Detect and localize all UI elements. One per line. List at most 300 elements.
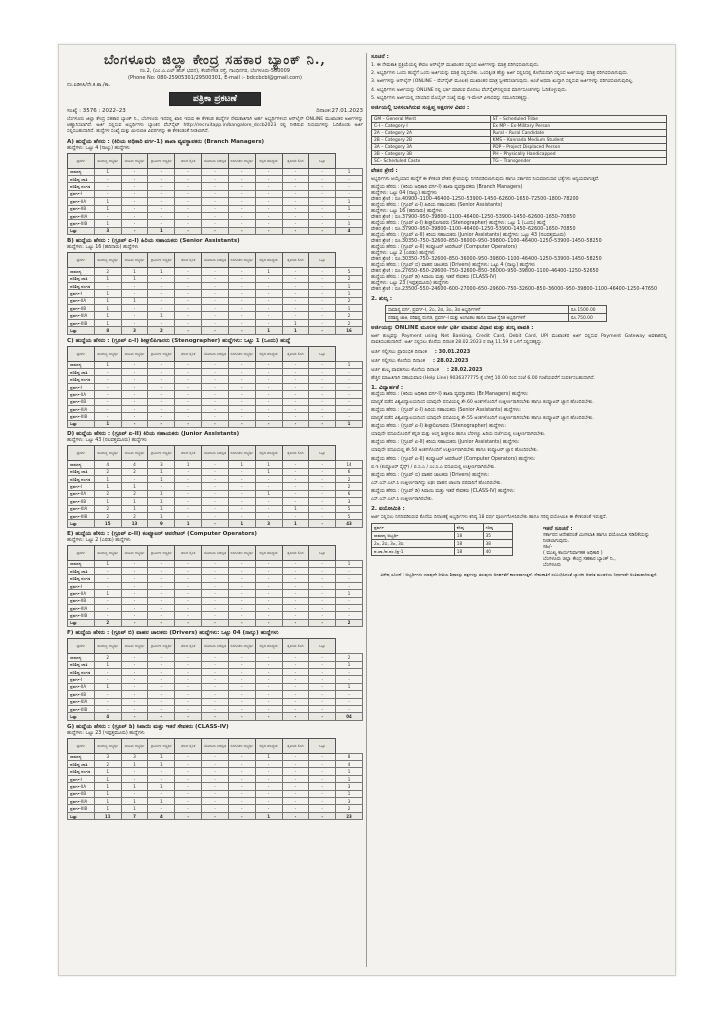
- value-cell: -: [282, 676, 309, 683]
- table-header-cell: ತೃತೀಯ ಲಿಂಗಿ: [282, 346, 309, 361]
- value-cell: -: [282, 391, 309, 398]
- pay-scale: ವೇತನ ಶ್ರೇಣಿ : ರೂ.27650–650–29600–750–32600–850–36000–950–39800–1100–46400–1250–52650: [371, 269, 599, 275]
- value-cell: 1: [148, 753, 175, 760]
- value-cell: -: [94, 605, 121, 612]
- age-row: [372, 532, 513, 540]
- abbr-cell: Ex MP – Ex-Military Person: [490, 123, 666, 130]
- value-cell: 1: [121, 505, 148, 512]
- value-cell: -: [175, 612, 202, 619]
- category-cell: ಒಟ್ಟು: [68, 713, 95, 720]
- fee-cell: ರೂ.1500.00: [568, 306, 606, 314]
- value-cell: -: [148, 361, 175, 368]
- value-cell: -: [228, 761, 255, 768]
- section-heading: E) ಹುದ್ದೆಯ ಹೆಸರು : (ಗ್ರೂಪ್ ಏ-II) ಕಂಪ್ಯೂಟರ್ ಆಪರೇಟರ್ (Computer Operators): [67, 530, 257, 537]
- category-cell: ಪ್ರವರ್ಗ-IIA: [68, 490, 95, 497]
- value-cell: 1: [148, 227, 175, 234]
- value-cell: -: [255, 676, 282, 683]
- table-row: [68, 420, 363, 427]
- value-cell: 1: [94, 590, 121, 597]
- qualification-item: ಬಿ.ಇ (ಕಂಪ್ಯೂಟರ್ ಸೈನ್ಸ್) / ಬಿ.ಸಿ.ಎ / ಎಂ.ಸಿ.ಎ ಪದವಿಯಲ್ಲಿ ಉತ್ತೀರ್ಣರಾಗಿರಬೇಕು.: [371, 464, 496, 470]
- value-cell: -: [202, 775, 229, 782]
- category-cell: ಪ್ರವರ್ಗ-IIIA: [68, 212, 95, 219]
- abbreviations-table: [371, 115, 667, 165]
- value-cell: -: [282, 398, 309, 405]
- value-cell: -: [175, 683, 202, 690]
- value-cell: -: [148, 805, 175, 812]
- pay-post: ಹುದ್ದೆಯ ಹೆಸರು : (ಗ್ರೂಪ್ ಡಿ) ಸಿಪಾಯಿ ಮತ್ತು ಇತರೆ ಸೇವಕರು (CLASS-IV): [371, 275, 497, 281]
- age-header-cell: ಗರಿಷ್ಠ: [483, 524, 512, 532]
- value-cell: -: [94, 668, 121, 675]
- table-row: [68, 775, 363, 782]
- value-cell: -: [94, 568, 121, 575]
- section-heading: G) ಹುದ್ದೆಯ ಹೆಸರು : (ಗ್ರೂಪ್ ಡಿ) ಸಿಪಾಯಿ ಮತ್ತು ಇತರೆ ಸೇವಕರು (CLASS-IV): [67, 723, 229, 730]
- value-cell: -: [309, 205, 336, 212]
- value-cell: 6: [336, 468, 363, 475]
- value-cell: 2: [94, 512, 121, 519]
- value-cell: 1: [255, 812, 282, 819]
- value-cell: -: [175, 168, 202, 175]
- category-cell: ಪ್ರವರ್ಗ-IIIB: [68, 512, 95, 519]
- fee-table: [385, 305, 607, 322]
- footer-note: ವಿಶೇಷ ಸೂಚನೆ : ಅಭ್ಯರ್ಥಿಗಳು ಯಾವುದೇ ರೀತಿಯ ಶಿಫಾರಸ್ಸು ಪತ್ರಗಳನ್ನು ತರುವುದು ಅನರ್ಹತೆಗೆ ಕಾರಣವಾಗುತ್ತದೆ. ನೇಮಕಾತಿಗೆ ಸಂಬಂಧಿಸಿದಂತೆ ಬ್ಯಾಂಕಿನ ಆಡಳಿತ ಮಂಡಳಿಯ ನಿರ್ಧಾರವೇ ಅಂತಿಮವಾಗಿರುತ್ತದೆ.: [380, 572, 658, 578]
- category-cell: ಸಾಮಾನ್ಯ: [68, 560, 95, 567]
- category-cell: ಪ್ರವರ್ಗ-IIIA: [68, 312, 95, 319]
- category-cell: ಪರಿಶಿಷ್ಟ ಪಂಗಡ: [68, 768, 95, 775]
- category-cell: ಪ್ರವರ್ಗ-I: [68, 383, 95, 390]
- date-value: : 28.02.2023: [447, 366, 483, 373]
- category-cell: ಪ್ರವರ್ಗ-I: [68, 290, 95, 297]
- category-cell: ಒಟ್ಟು: [68, 520, 95, 527]
- table-header-cell: ಮಹಿಳಾ ಅಭ್ಯರ್ಥಿ: [121, 738, 148, 753]
- value-cell: -: [282, 268, 309, 275]
- value-cell: -: [309, 212, 336, 219]
- pay-post: ಹುದ್ದೆಯ ಹೆಸರು : (ಗ್ರೂಪ್ ಏ-I) ಶೀಘ್ರಲಿಪಿಗಾರರು (Stenographer) ಹುದ್ದೆಗಳು: ಒಟ್ಟು 1 (ಒಂದು) ಹುದ್ದೆ: [371, 221, 546, 227]
- value-cell: -: [94, 676, 121, 683]
- value-cell: -: [255, 691, 282, 698]
- value-cell: -: [175, 568, 202, 575]
- value-cell: -: [175, 798, 202, 805]
- table-header-cell: ಸಾಮಾನ್ಯ ಅಭ್ಯರ್ಥಿ: [94, 738, 121, 753]
- value-cell: 1: [94, 361, 121, 368]
- value-cell: -: [202, 805, 229, 812]
- value-cell: 2: [336, 654, 363, 661]
- value-cell: -: [148, 282, 175, 289]
- value-cell: -: [148, 190, 175, 197]
- abbreviations-title: ಅರ್ಜಿಯಲ್ಲಿ ಬಳಸಲಾಗಿರುವ ಸಂಕ್ಷಿಪ್ತ ಅಕ್ಷರಗಳ ವಿವರ :: [371, 105, 470, 112]
- value-cell: 1: [121, 783, 148, 790]
- value-cell: -: [121, 413, 148, 420]
- value-cell: -: [255, 275, 282, 282]
- value-cell: 2: [94, 505, 121, 512]
- value-cell: -: [282, 461, 309, 468]
- value-cell: -: [228, 654, 255, 661]
- value-cell: -: [282, 475, 309, 482]
- table-header-cell: ಮಹಿಳಾ ಅಭ್ಯರ್ಥಿ: [121, 153, 148, 168]
- value-cell: 4: [336, 761, 363, 768]
- value-cell: -: [121, 319, 148, 326]
- table-header-cell: ಪ್ರವರ್ಗ: [68, 346, 95, 361]
- age-header-cell: ಪ್ರವರ್ಗ: [372, 524, 455, 532]
- value-cell: -: [175, 413, 202, 420]
- category-cell: ಪ್ರವರ್ಗ-IIIA: [68, 605, 95, 612]
- qualification-item: ಹುದ್ದೆಯ ಹೆಸರು : (ಗ್ರೂಪ್ ಡಿ) ಸಿಪಾಯಿ ಮತ್ತು ಇತರೆ ಸೇವಕರು (CLASS-IV) ಹುದ್ದೆಗಳು:: [371, 489, 515, 495]
- value-cell: -: [175, 575, 202, 582]
- value-cell: -: [309, 560, 336, 567]
- value-cell: 3: [94, 227, 121, 234]
- value-cell: -: [148, 319, 175, 326]
- file-number: ನಂ.ಐಡಿಸಿಸಿ/ನೇ.ಕ.ಶಾ./ಕಾ.: [67, 82, 111, 88]
- table-header-cell: ಗ್ರಾಮೀಣ ಅಭ್ಯರ್ಥಿ: [148, 153, 175, 168]
- value-cell: -: [148, 275, 175, 282]
- value-cell: -: [255, 391, 282, 398]
- value-cell: -: [228, 753, 255, 760]
- value-cell: -: [175, 768, 202, 775]
- value-cell: -: [255, 376, 282, 383]
- value-cell: -: [309, 498, 336, 505]
- value-cell: -: [148, 705, 175, 712]
- table-row: [68, 212, 363, 219]
- value-cell: -: [228, 775, 255, 782]
- value-cell: 1: [148, 312, 175, 319]
- table-row: [68, 612, 363, 619]
- value-cell: -: [228, 691, 255, 698]
- value-cell: -: [255, 775, 282, 782]
- qualification-item: ಎಸ್.ಎಸ್.ಎಲ್.ಸಿ ಉತ್ತೀರ್ಣರಾಗಿರಬೇಕು.: [371, 497, 434, 503]
- value-cell: 2: [94, 268, 121, 275]
- value-cell: -: [228, 405, 255, 412]
- value-cell: -: [282, 560, 309, 567]
- value-cell: -: [175, 361, 202, 368]
- value-cell: -: [282, 612, 309, 619]
- value-cell: -: [282, 582, 309, 589]
- value-cell: -: [282, 654, 309, 661]
- value-cell: -: [202, 761, 229, 768]
- value-cell: -: [228, 369, 255, 376]
- value-cell: -: [309, 413, 336, 420]
- table-row: [68, 590, 363, 597]
- table-row: [68, 405, 363, 412]
- table-row: [68, 413, 363, 420]
- value-cell: -: [228, 297, 255, 304]
- value-cell: -: [202, 783, 229, 790]
- value-cell: -: [121, 227, 148, 234]
- value-cell: -: [148, 661, 175, 668]
- value-cell: -: [121, 475, 148, 482]
- value-cell: -: [94, 190, 121, 197]
- category-cell: ಒಟ್ಟು: [68, 812, 95, 819]
- table-header-cell: ಅಂಗವಿಕಲ ಅಭ್ಯರ್ಥಿ: [228, 738, 255, 753]
- value-cell: -: [255, 305, 282, 312]
- value-cell: -: [121, 176, 148, 183]
- value-cell: -: [336, 668, 363, 675]
- value-cell: -: [175, 383, 202, 390]
- value-cell: -: [309, 612, 336, 619]
- age-row: [372, 540, 513, 548]
- value-cell: -: [255, 212, 282, 219]
- value-cell: 9: [148, 520, 175, 527]
- value-cell: -: [94, 582, 121, 589]
- value-cell: 1: [175, 461, 202, 468]
- value-cell: -: [309, 768, 336, 775]
- value-cell: 1: [148, 268, 175, 275]
- value-cell: -: [282, 275, 309, 282]
- value-cell: -: [175, 498, 202, 505]
- category-cell: ಪ್ರವರ್ಗ-IIIB: [68, 319, 95, 326]
- value-cell: -: [255, 190, 282, 197]
- value-cell: -: [175, 605, 202, 612]
- value-cell: 1: [282, 505, 309, 512]
- value-cell: -: [202, 282, 229, 289]
- value-cell: -: [202, 327, 229, 334]
- value-cell: 3: [148, 461, 175, 468]
- value-cell: -: [282, 605, 309, 612]
- value-cell: -: [148, 205, 175, 212]
- value-cell: -: [228, 683, 255, 690]
- table-row: [68, 220, 363, 227]
- value-cell: -: [228, 327, 255, 334]
- value-cell: -: [309, 698, 336, 705]
- value-cell: -: [282, 361, 309, 368]
- section-heading: B) ಹುದ್ದೆಯ ಹೆಸರು : (ಗ್ರೂಪ್ ಏ-I) ಹಿರಿಯ ಸಹಾಯಕರು (Senior Assistants): [67, 238, 240, 245]
- value-cell: -: [336, 212, 363, 219]
- pay-scale: ವೇತನ ಶ್ರೇಣಿ : ರೂ.30350–750–32600–850–36000–950–39800–1100–46400–1250–53900–1450–58250: [371, 257, 602, 263]
- value-cell: -: [309, 713, 336, 720]
- value-cell: -: [255, 220, 282, 227]
- value-cell: -: [148, 676, 175, 683]
- abbr-cell: C-I – Category I: [372, 123, 491, 130]
- abbr-cell: GM – General Merit: [372, 116, 491, 123]
- value-cell: -: [255, 761, 282, 768]
- value-cell: -: [228, 805, 255, 812]
- value-cell: -: [148, 220, 175, 227]
- value-cell: 3: [336, 783, 363, 790]
- qualification-title: 1. ವಿದ್ಯಾರ್ಹತೆ :: [371, 384, 404, 391]
- value-cell: -: [148, 483, 175, 490]
- value-cell: -: [175, 790, 202, 797]
- value-cell: -: [255, 498, 282, 505]
- value-cell: 3: [336, 498, 363, 505]
- category-cell: ಒಟ್ಟು: [68, 619, 95, 626]
- value-cell: -: [175, 505, 202, 512]
- value-cell: -: [255, 698, 282, 705]
- value-cell: 1: [94, 205, 121, 212]
- note-item: 1. ಈ ನೇಮಕಾತಿ ಪ್ರಕ್ರಿಯೆಯಲ್ಲಿ ಕೇವಲ ಆನ್‌ಲೈನ್ ಮುಖಾಂತರ ಸಲ್ಲಿಸಿದ ಅರ್ಜಿಗಳನ್ನು ಮಾತ್ರ ಪರಿಗಣಿಸಲಾಗುವುದು.: [371, 63, 540, 68]
- value-cell: -: [228, 413, 255, 420]
- value-cell: -: [148, 597, 175, 604]
- value-cell: -: [309, 168, 336, 175]
- value-cell: -: [282, 483, 309, 490]
- value-cell: -: [202, 413, 229, 420]
- value-cell: -: [94, 398, 121, 405]
- table-header-cell: ಪ್ರವರ್ಗ: [68, 545, 95, 560]
- category-cell: ಪ್ರವರ್ಗ-IIIB: [68, 705, 95, 712]
- category-cell: ಪ್ರವರ್ಗ-IIIA: [68, 698, 95, 705]
- value-cell: -: [175, 305, 202, 312]
- value-cell: 8: [94, 327, 121, 334]
- age-row: [372, 548, 513, 556]
- value-cell: -: [255, 369, 282, 376]
- value-cell: 1: [121, 483, 148, 490]
- value-cell: -: [94, 369, 121, 376]
- value-cell: -: [309, 398, 336, 405]
- table-header-cell: ಮಹಿಳಾ ಅಭ್ಯರ್ಥಿ: [121, 545, 148, 560]
- table-header-cell: ಪ್ರವರ್ಗ: [68, 639, 95, 654]
- abbr-cell: 3A – Category 3A: [372, 144, 491, 151]
- value-cell: 15: [94, 520, 121, 527]
- value-cell: -: [202, 183, 229, 190]
- value-cell: 1: [94, 483, 121, 490]
- qualification-list: [371, 392, 667, 503]
- value-cell: -: [255, 420, 282, 427]
- table-header-cell: ಒಟ್ಟು: [309, 153, 336, 168]
- qualification-item: ಎಸ್.ಎಸ್.ಎಲ್.ಸಿ ಉತ್ತೀರ್ಣರಾಗಿದ್ದು ಲಘು ವಾಹನ ಚಾಲನಾ ಪರವಾನಿಗೆ ಹೊಂದಿರಬೇಕು.: [371, 480, 502, 486]
- abbr-cell: SC– Scheduled Caste: [372, 158, 491, 165]
- value-cell: 1: [336, 590, 363, 597]
- value-cell: -: [202, 560, 229, 567]
- value-cell: -: [228, 290, 255, 297]
- value-cell: -: [228, 391, 255, 398]
- value-cell: 1: [175, 520, 202, 527]
- value-cell: 1: [121, 761, 148, 768]
- category-cell: ಪ್ರವರ್ಗ-I: [68, 190, 95, 197]
- category-cell: ಪರಿಶಿಷ್ಟ ಪಂಗಡ: [68, 475, 95, 482]
- notice-title: ಪತ್ರಿಕಾ ಪ್ರಕಟಣೆ: [169, 92, 261, 106]
- value-cell: -: [94, 183, 121, 190]
- abbr-row: [372, 151, 667, 158]
- value-cell: -: [175, 198, 202, 205]
- value-cell: -: [121, 597, 148, 604]
- value-cell: -: [175, 297, 202, 304]
- value-cell: 1: [94, 560, 121, 567]
- value-cell: -: [309, 468, 336, 475]
- table-header-cell: ಒಟ್ಟು: [309, 346, 336, 361]
- value-cell: 1: [94, 290, 121, 297]
- value-cell: -: [228, 597, 255, 604]
- value-cell: -: [202, 568, 229, 575]
- category-cell: ಪ್ರವರ್ಗ-IIIA: [68, 405, 95, 412]
- value-cell: 1: [94, 498, 121, 505]
- age-cell: 40: [483, 548, 512, 556]
- age-cell: 2ಎ, 2ಬಿ, 3ಎ, 3ಬಿ: [372, 540, 455, 548]
- value-cell: -: [175, 490, 202, 497]
- table-header-cell: ಒಟ್ಟು: [309, 738, 336, 753]
- value-cell: -: [255, 398, 282, 405]
- value-cell: -: [121, 560, 148, 567]
- table-header-cell: ಸಾಮಾನ್ಯ ಅಭ್ಯರ್ಥಿ: [94, 545, 121, 560]
- value-cell: -: [255, 661, 282, 668]
- value-cell: 1: [336, 790, 363, 797]
- value-cell: -: [148, 297, 175, 304]
- value-cell: -: [255, 612, 282, 619]
- value-cell: -: [202, 290, 229, 297]
- value-cell: 6: [336, 490, 363, 497]
- abbr-row: [372, 116, 667, 123]
- pay-count: ಹುದ್ದೆಗಳು: ಒಟ್ಟು 2 (ಎರಡು) ಹುದ್ದೆಗಳು: [371, 251, 435, 257]
- value-cell: -: [148, 420, 175, 427]
- value-cell: -: [309, 220, 336, 227]
- value-cell: -: [255, 183, 282, 190]
- value-cell: -: [202, 713, 229, 720]
- value-cell: -: [255, 798, 282, 805]
- qualification-item: ಯಾವುದೇ ಪದವಿಯೊಂದಿಗೆ ಕನ್ನಡ ಮತ್ತು ಆಂಗ್ಲ ಶೀಘ್ರಲಿಪಿ ಹಾಗೂ ಬೆರಳಚ್ಚು ಹಿರಿಯ ದರ್ಜೆಯಲ್ಲಿ ಉತ್ತೀರ್ಣರಾಗಿರಬೇಕು.: [371, 432, 546, 438]
- value-cell: -: [255, 413, 282, 420]
- value-cell: -: [228, 575, 255, 582]
- table-row: [68, 312, 363, 319]
- value-cell: 1: [148, 498, 175, 505]
- value-cell: -: [228, 282, 255, 289]
- vacancy-table: [67, 445, 363, 528]
- age-cell: 35: [483, 532, 512, 540]
- table-row: [68, 661, 363, 668]
- value-cell: -: [121, 691, 148, 698]
- table-header-cell: ಕನ್ನಡ ಮಾಧ್ಯಮ: [255, 153, 282, 168]
- value-cell: -: [121, 582, 148, 589]
- qualification-item: ಯಾವುದೇ ಪದವಿಯಲ್ಲಿ ಶೇ.50 ಅಂಕಗಳೊಂದಿಗೆ ಉತ್ತೀರ್ಣರಾಗಿರಬೇಕು ಹಾಗೂ ಕಂಪ್ಯೂಟರ್ ಜ್ಞಾನ ಹೊಂದಿರಬೇಕು.: [371, 448, 539, 454]
- value-cell: -: [202, 575, 229, 582]
- value-cell: -: [309, 753, 336, 760]
- value-cell: -: [255, 575, 282, 582]
- pay-title: ವೇತನ ಶ್ರೇಣಿ :: [371, 168, 398, 175]
- qualification-item: ಹುದ್ದೆಯ ಹೆಸರು : (ಗ್ರೂಪ್ ಏ-II) ಕಂಪ್ಯೂಟರ್ ಆಪರೇಟರ್ (Computer Operators) ಹುದ್ದೆಗಳು:: [371, 456, 536, 462]
- table-row: [68, 305, 363, 312]
- abbr-cell: 2B – Category 2B: [372, 137, 491, 144]
- bank-contact: (Phone No: 080-25905301/29500301, E-mail :- bdccbcbl@gmail.com): [128, 75, 302, 81]
- table-row: [68, 391, 363, 398]
- value-cell: -: [148, 612, 175, 619]
- value-cell: -: [148, 290, 175, 297]
- table-row: [68, 520, 363, 527]
- table-row: [68, 654, 363, 661]
- value-cell: -: [228, 483, 255, 490]
- table-header-cell: ಕನ್ನಡ ಮಾಧ್ಯಮ: [255, 738, 282, 753]
- value-cell: -: [175, 475, 202, 482]
- value-cell: -: [202, 297, 229, 304]
- category-cell: ಪ್ರವರ್ಗ-IIB: [68, 398, 95, 405]
- value-cell: -: [148, 775, 175, 782]
- value-cell: -: [228, 312, 255, 319]
- value-cell: -: [202, 612, 229, 619]
- category-cell: ಪರಿಶಿಷ್ಟ ಪಂಗಡ: [68, 575, 95, 582]
- category-cell: ಪ್ರವರ್ಗ-IIB: [68, 597, 95, 604]
- value-cell: -: [282, 705, 309, 712]
- abbr-cell: Rural – Rural Candidate: [490, 130, 666, 137]
- value-cell: -: [309, 761, 336, 768]
- value-cell: -: [202, 319, 229, 326]
- value-cell: -: [202, 205, 229, 212]
- table-header-cell: ಕನ್ನಡ ಮಾಧ್ಯಮ: [255, 446, 282, 461]
- table-header-cell: ಮಹಿಳಾ ಅಭ್ಯರ್ಥಿ: [121, 446, 148, 461]
- value-cell: 1: [336, 290, 363, 297]
- value-cell: -: [309, 520, 336, 527]
- value-cell: -: [282, 176, 309, 183]
- value-cell: -: [282, 798, 309, 805]
- value-cell: -: [336, 676, 363, 683]
- value-cell: -: [228, 475, 255, 482]
- value-cell: 2: [94, 490, 121, 497]
- value-cell: -: [336, 691, 363, 698]
- signature-lines: [543, 545, 663, 569]
- qualification-item: ಹುದ್ದೆಯ ಹೆಸರು : (ಗ್ರೂಪ್ ಬಿ) ವಾಹನ ಚಾಲಕರು (Drivers) ಹುದ್ದೆಗಳು:: [371, 472, 490, 478]
- category-cell: ಪರಿಶಿಷ್ಟ ಪಂಗಡ: [68, 668, 95, 675]
- bank-name: ಬೆಂಗಳೂರು ಜಿಲ್ಲಾ ಕೇಂದ್ರ ಸಹಕಾರ ಬ್ಯಾಂಕ್ ನಿ.,: [104, 53, 326, 68]
- value-cell: -: [121, 768, 148, 775]
- section-post-count: ಹುದ್ದೆಗಳು: ಒಟ್ಟು 43 (ನಲವತ್ತಮೂರು) ಹುದ್ದೆಗಳು: [67, 438, 147, 444]
- table-row: [68, 568, 363, 575]
- date-label: ಅರ್ಜಿ ಸಲ್ಲಿಸಲು ಪ್ರಾರಂಭಿಕ ದಿನಾಂಕ: [371, 348, 427, 355]
- value-cell: 4: [94, 713, 121, 720]
- category-cell: ಒಟ್ಟು: [68, 420, 95, 427]
- abbr-cell: TG – Transgender: [490, 158, 666, 165]
